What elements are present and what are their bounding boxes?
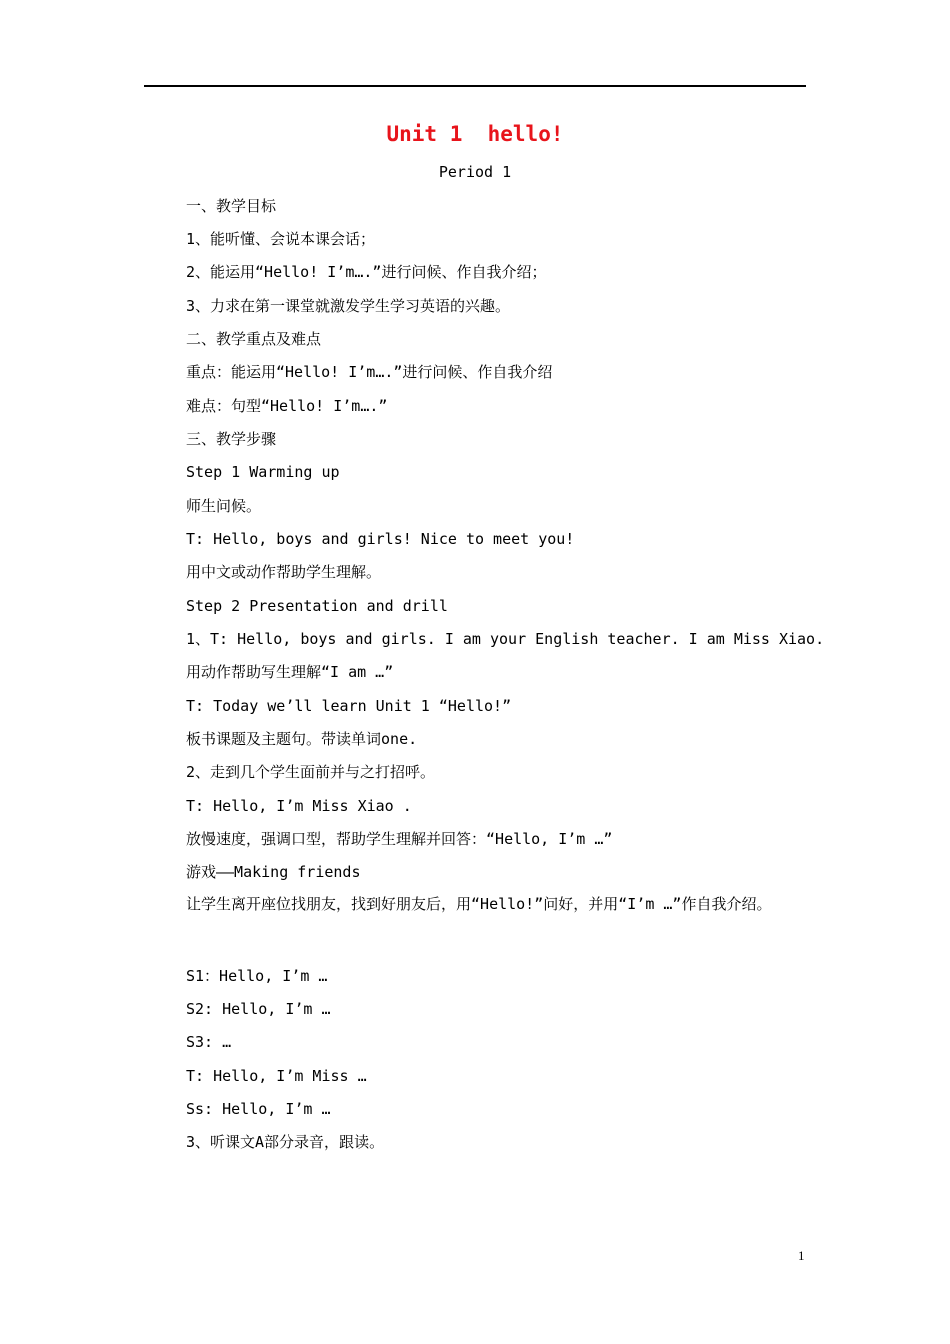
header-rule — [144, 85, 806, 87]
dialogue-line: S3: … — [186, 1033, 232, 1051]
text-line: T: Hello, boys and girls! Nice to meet you! — [186, 530, 575, 548]
text-line: T: Today we’ll learn Unit 1 “Hello!” — [186, 697, 512, 715]
text-line: 师生问候。 — [186, 497, 262, 515]
text-line: 用动作帮助写生理解“I am …” — [186, 663, 394, 681]
text-line: 2、能运用“Hello! I’m….”进行问候、作自我介绍； — [186, 263, 547, 281]
text-line: 3、力求在第一课堂就激发学生学习英语的兴趣。 — [186, 297, 511, 315]
dialogue-line: T: Hello, I’m Miss … — [186, 1067, 367, 1085]
step-heading: Step 1 Warming up — [186, 463, 340, 481]
text-line: T: Hello, I’m Miss Xiao . — [186, 797, 412, 815]
text-line: 难点：句型“Hello! I’m….” — [186, 397, 388, 415]
dialogue-line: Ss: Hello, I’m … — [186, 1100, 331, 1118]
page-title: Unit 1 hello! — [386, 122, 564, 146]
page-subtitle: Period 1 — [438, 163, 512, 181]
section-heading-key-points: 二、教学重点及难点 — [186, 330, 322, 348]
dialogue-line: S2: Hello, I’m … — [186, 1000, 331, 1018]
section-heading-steps: 三、教学步骤 — [186, 430, 277, 448]
page-number: 1 — [798, 1248, 805, 1263]
text-line: 游戏——Making friends — [186, 863, 361, 881]
text-line: 1、能听懂、会说本课会话； — [186, 230, 376, 248]
step-heading: Step 2 Presentation and drill — [186, 597, 448, 615]
text-line: 1、T: Hello, boys and girls. I am your English teacher. I am Miss Xiao. — [186, 630, 825, 648]
dialogue-line: S1：Hello, I’m … — [186, 967, 328, 985]
section-heading-goals: 一、教学目标 — [186, 197, 277, 215]
text-line: 放慢速度，强调口型，帮助学生理解并回答：“Hello, I’m …” — [186, 830, 613, 848]
game-paragraph: 让学生离开座位找朋友，找到好朋友后，用“Hello!”问好，并用“I’m …”作自我介绍。 — [186, 895, 772, 913]
text-line: 重点：能运用“Hello! I’m….”进行问候、作自我介绍 — [186, 363, 553, 381]
text-line: 用中文或动作帮助学生理解。 — [186, 563, 382, 581]
text-line: 3、听课文A部分录音，跟读。 — [186, 1133, 385, 1151]
text-line: 板书课题及主题句。带读单词one. — [186, 730, 418, 748]
text-line: 2、走到几个学生面前并与之打招呼。 — [186, 763, 436, 781]
